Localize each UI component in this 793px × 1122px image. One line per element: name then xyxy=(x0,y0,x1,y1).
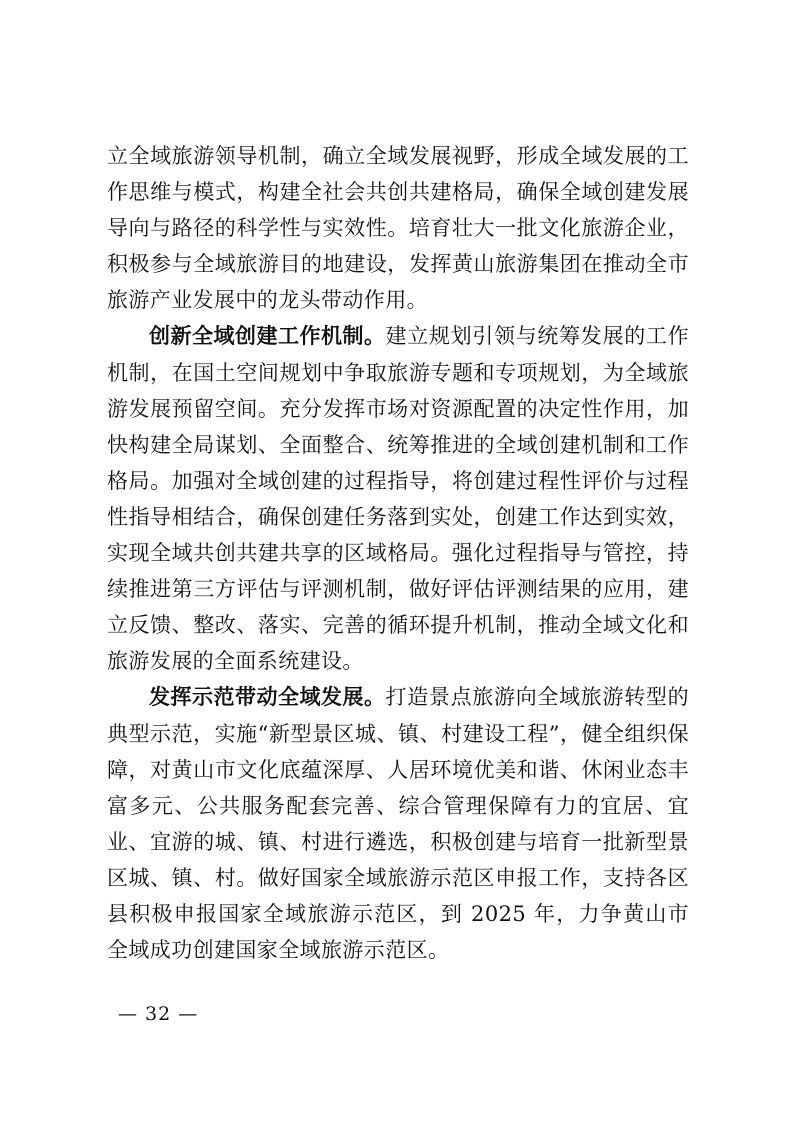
paragraph-innovation-mechanism xyxy=(107,318,689,679)
body-text xyxy=(107,138,689,968)
paragraph-heading: 发挥示范带动全域发展。 xyxy=(149,685,386,710)
paragraph-text: 立全域旅游领导机制，确立全域发展视野，形成全域发展的工作思维与模式，构建全社会共创共建格局，确保全域创建发展导向与路径的科学性与实效性。培育壮大一批文化旅游企业，积极参与全域旅游目的地建设，发挥黄山旅游集团在推动全市旅游产业发展中的龙头带动作用。 xyxy=(107,144,689,313)
paragraph-heading: 创新全域创建工作机制。 xyxy=(149,324,386,349)
page-number: — 32 — xyxy=(118,1003,199,1025)
paragraph-text: 打造景点旅游向全域旅游转型的典型示范，实施“新型景区城、镇、村建设工程”，健全组织保障，对黄山市文化底蕴深厚、人居环境优美和谐、休闲业态丰富多元、公共服务配套完善、综合管理保障有力的宜居、宜业、宜游的城、镇、村进行遴选，积极创建与培育一批新型景区城、镇、村。做好国家全域旅游示范区申报工作，支持各区县积极申报国家全域旅游示范区，到 2025 年，力争黄山市全域成功创建国家全域旅游示范区。 xyxy=(107,685,689,963)
paragraph-leadership-mechanism xyxy=(107,138,689,318)
paragraph-demonstration xyxy=(107,679,689,968)
paragraph-text: 建立规划引领与统筹发展的工作机制，在国土空间规划中争取旅游专题和专项规划，为全域旅游发展预留空间。充分发挥市场对资源配置的决定性作用，加快构建全局谋划、全面整合、统筹推进的全域创建机制和工作格局。加强对全域创建的过程指导，将创建过程性评价与过程性指导相结合，确保创建任务落到实处，创建工作达到实效，实现全域共创共建共享的区域格局。强化过程指导与管控，持续推进第三方评估与评测机制，做好评估评测结果的应用，建立反馈、整改、落实、完善的循环提升机制，推动全域文化和旅游发展的全面系统建设。 xyxy=(107,324,689,674)
